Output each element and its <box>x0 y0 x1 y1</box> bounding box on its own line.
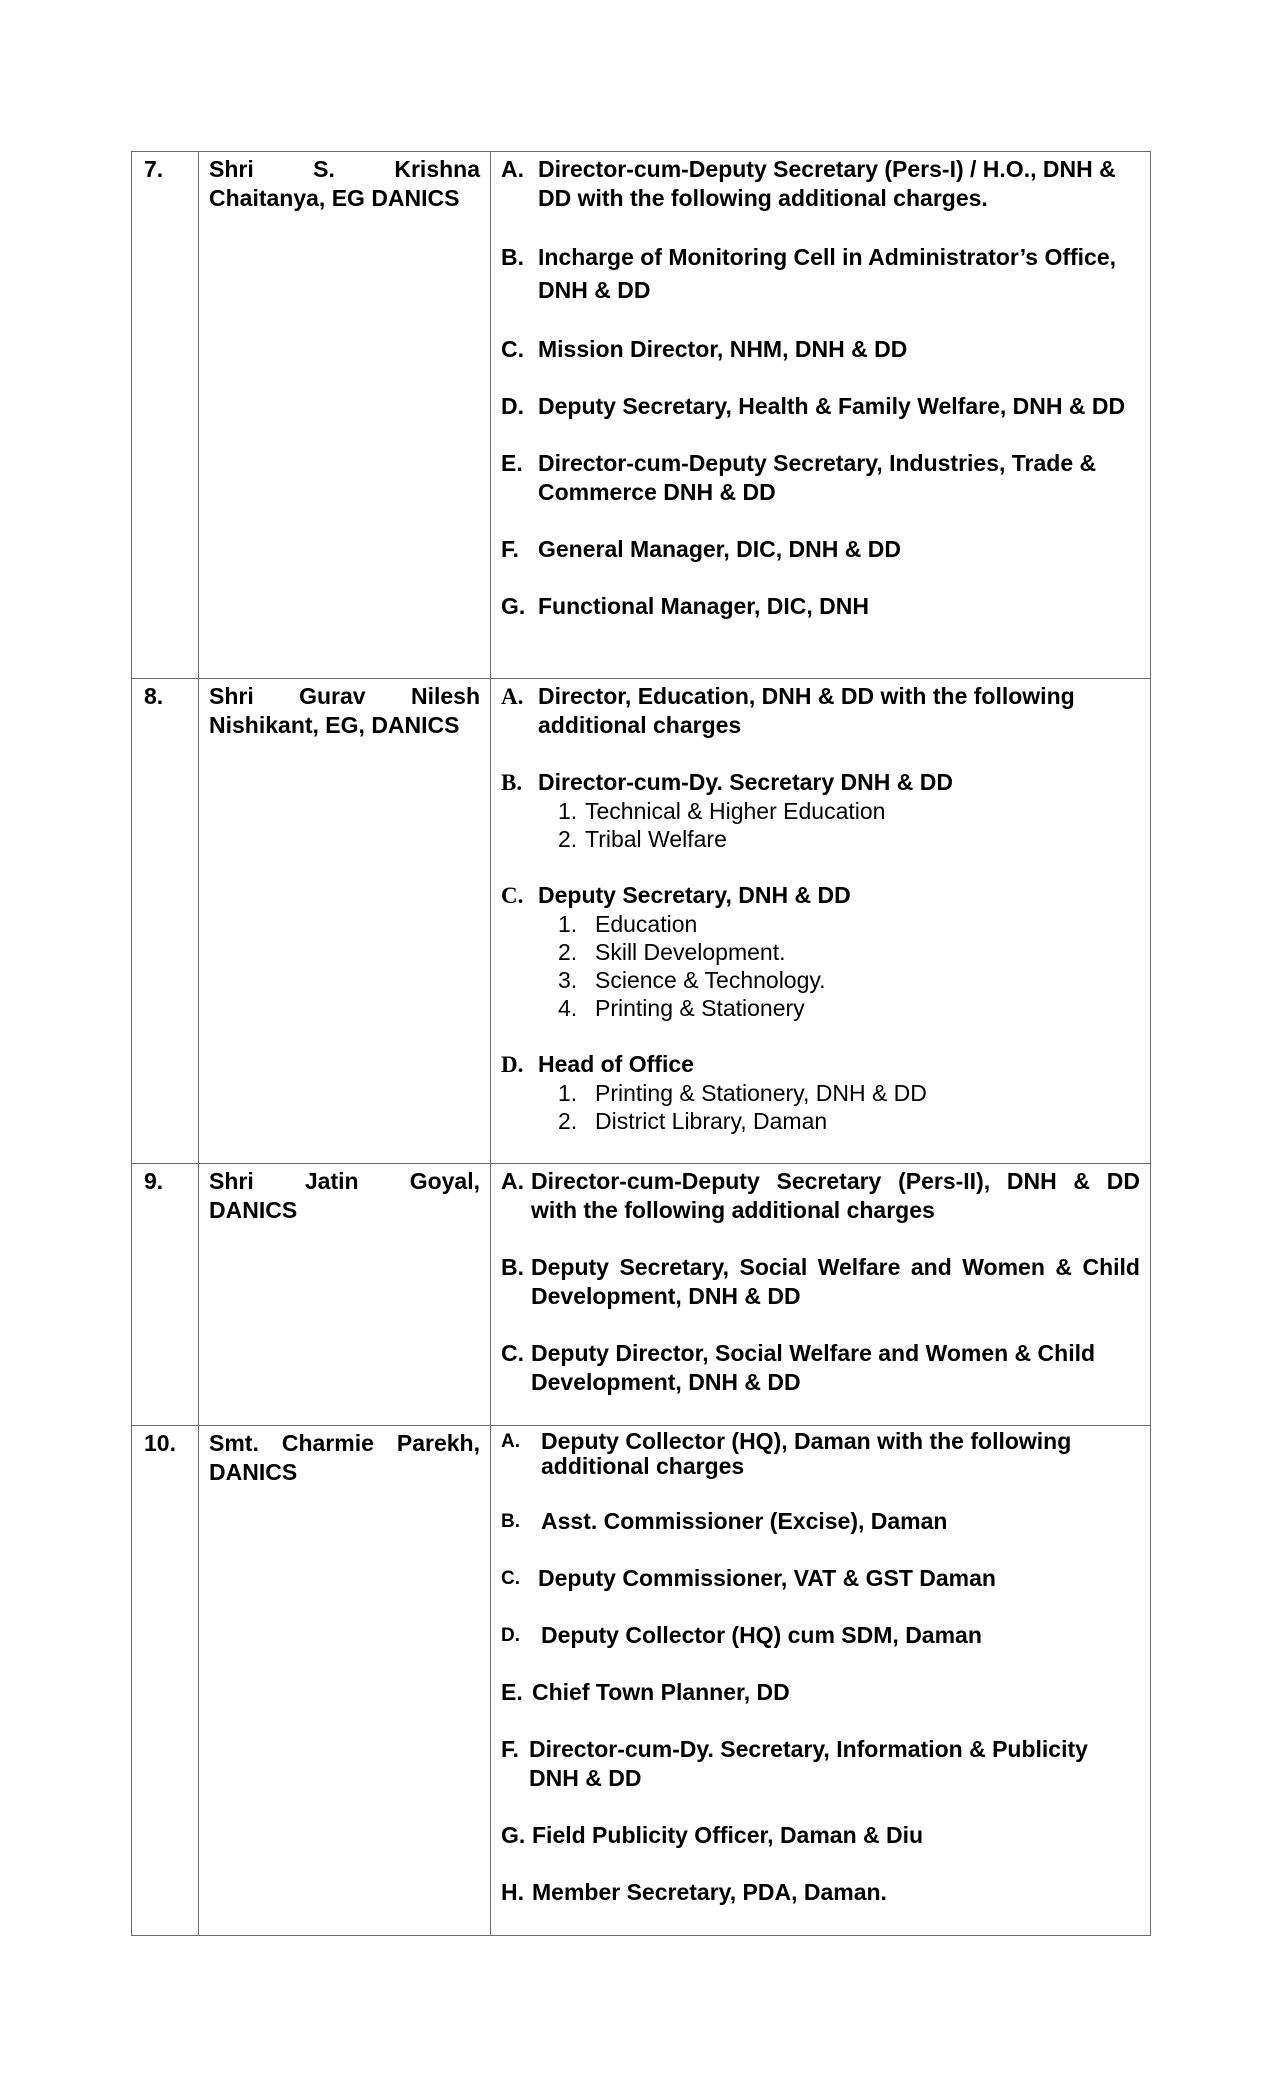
charge-item <box>501 1821 1140 1850</box>
charge-text: Director-cum-Dy. Secretary DNH & DD <box>538 769 953 795</box>
table-row <box>132 1164 1151 1426</box>
charge-item <box>501 682 1140 740</box>
charge-label: B. <box>501 1511 520 1532</box>
serial-number: 10. <box>132 1426 199 1936</box>
charge-text: Deputy Secretary, DNH & DD <box>538 882 851 908</box>
charge-label: H. <box>501 1879 524 1905</box>
charges-cell <box>491 679 1151 1164</box>
charge-label: B. <box>501 1254 524 1280</box>
charge-item <box>501 1507 1140 1536</box>
sub-list <box>501 1079 1140 1135</box>
sub-text: Tribal Welfare <box>585 826 727 852</box>
officer-name: Shri S. Krishna Chaitanya, EG DANICS <box>199 152 491 679</box>
sub-list <box>501 797 1140 853</box>
charge-label: E. <box>501 1679 523 1705</box>
charge-item <box>501 1050 1140 1135</box>
charge-label: B. <box>501 770 523 795</box>
charge-item <box>501 1878 1140 1907</box>
charge-label: G. <box>501 593 526 619</box>
charge-label: E. <box>501 450 523 476</box>
charge-label: B. <box>501 244 524 270</box>
charge-text: Director, Education, DNH & DD with the following additional charges <box>538 683 1075 738</box>
charge-text: Deputy Secretary, Social Welfare and Women & Child Development, DNH & DD <box>531 1254 1140 1309</box>
list-item <box>558 825 1140 853</box>
charges-cell <box>491 152 1151 679</box>
postings-table <box>131 151 1151 1936</box>
charge-label: F. <box>501 536 519 562</box>
charge-text: Deputy Director, Social Welfare and Women & Child Development, DNH & DD <box>531 1340 1096 1395</box>
table-row <box>132 152 1151 679</box>
charge-text: Director-cum-Deputy Secretary (Pers-I) / H.O., DNH & DD with the following additional charges. <box>538 156 1116 211</box>
charge-label: A. <box>501 684 524 709</box>
charge-item <box>501 335 1140 364</box>
sub-list <box>501 910 1140 1022</box>
charge-item <box>501 768 1140 853</box>
charges-cell <box>491 1426 1151 1936</box>
charge-text: General Manager, DIC, DNH & DD <box>538 536 901 562</box>
charge-label: C. <box>501 1568 520 1589</box>
charge-item <box>501 155 1140 213</box>
charge-label: C. <box>501 1340 524 1366</box>
charge-text: Functional Manager, DIC, DNH <box>538 593 869 619</box>
sub-number: 3. <box>558 967 578 993</box>
charge-text: Deputy Collector (HQ), Daman with the following additional charges <box>541 1428 1072 1479</box>
charge-text: Director-cum-Deputy Secretary, Industries, Trade & Commerce DNH & DD <box>538 450 1097 505</box>
charges-cell <box>491 1164 1151 1426</box>
charge-text: Incharge of Monitoring Cell in Administrator’s Office, DNH & DD <box>538 244 1117 303</box>
charge-item <box>501 392 1140 421</box>
table-row <box>132 679 1151 1164</box>
charge-item <box>501 241 1140 307</box>
charge-label: A. <box>501 1168 524 1194</box>
charge-item <box>501 1253 1140 1311</box>
sub-number: 2. <box>558 1108 578 1134</box>
serial-number: 7. <box>132 152 199 679</box>
sub-text: Printing & Stationery <box>595 995 805 1021</box>
charge-text: Chief Town Planner, DD <box>532 1679 790 1705</box>
charge-item <box>501 1429 1140 1479</box>
charge-item <box>501 1735 1140 1793</box>
sub-text: Printing & Stationery, DNH & DD <box>595 1080 927 1106</box>
charge-item <box>501 1621 1140 1650</box>
sub-text: Education <box>595 911 698 937</box>
officer-name: Shri Gurav Nilesh Nishikant, EG, DANICS <box>199 679 491 1164</box>
charge-text: Mission Director, NHM, DNH & DD <box>538 336 908 362</box>
list-item <box>558 797 1140 825</box>
charge-label: C. <box>501 336 524 362</box>
serial-number: 8. <box>132 679 199 1164</box>
list-item <box>558 994 1140 1022</box>
list-item <box>558 966 1140 994</box>
officer-name: Shri Jatin Goyal, DANICS <box>199 1164 491 1426</box>
list-item <box>558 1107 1140 1135</box>
charge-label: A. <box>501 1431 520 1452</box>
serial-number: 9. <box>132 1164 199 1426</box>
charge-label: G. <box>501 1822 526 1848</box>
charge-item <box>501 1564 1140 1593</box>
sub-number: 1. <box>558 798 578 824</box>
charge-item <box>501 1678 1140 1707</box>
charge-item <box>501 881 1140 1022</box>
charge-item <box>501 1339 1140 1397</box>
charge-label: D. <box>501 393 524 419</box>
charge-item <box>501 449 1140 507</box>
charge-label: D. <box>501 1052 524 1077</box>
sub-text: Science & Technology. <box>595 967 826 993</box>
charge-text: Deputy Secretary, Health & Family Welfare, DNH & DD <box>538 393 1126 419</box>
charge-text: Director-cum-Dy. Secretary, Information & Publicity DNH & DD <box>529 1736 1088 1791</box>
charge-text: Deputy Commissioner, VAT & GST Daman <box>538 1565 996 1591</box>
sub-text: Technical & Higher Education <box>585 798 886 824</box>
charge-text: Field Publicity Officer, Daman & Diu <box>532 1822 924 1848</box>
list-item <box>558 1079 1140 1107</box>
charge-text: Asst. Commissioner (Excise), Daman <box>541 1508 948 1534</box>
charge-item <box>501 535 1140 564</box>
table-row <box>132 1426 1151 1936</box>
charge-text: Deputy Collector (HQ) cum SDM, Daman <box>541 1622 982 1648</box>
charge-text: Director-cum-Deputy Secretary (Pers-II), DNH & DD with the following additional charges <box>531 1168 1140 1223</box>
sub-number: 1. <box>558 911 578 937</box>
sub-number: 2. <box>558 826 578 852</box>
list-item <box>558 938 1140 966</box>
charge-label: D. <box>501 1625 520 1646</box>
charge-text: Member Secretary, PDA, Daman. <box>532 1879 887 1905</box>
charge-label: F. <box>501 1736 519 1762</box>
charge-item <box>501 1167 1140 1225</box>
charge-text: Head of Office <box>538 1051 694 1077</box>
sub-number: 4. <box>558 995 578 1021</box>
charge-label: C. <box>501 883 524 908</box>
charge-item <box>501 592 1140 621</box>
officer-name: Smt. Charmie Parekh, DANICS <box>199 1426 491 1936</box>
list-item <box>558 910 1140 938</box>
sub-text: District Library, Daman <box>595 1108 828 1134</box>
charge-label: A. <box>501 156 524 182</box>
sub-number: 2. <box>558 939 578 965</box>
sub-number: 1. <box>558 1080 578 1106</box>
sub-text: Skill Development. <box>595 939 786 965</box>
